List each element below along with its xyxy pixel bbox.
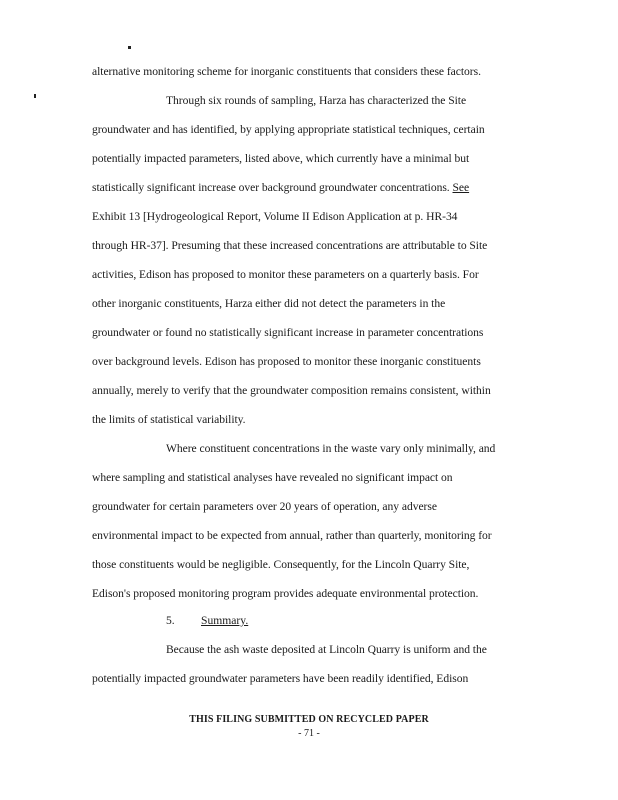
body-line: activities, Edison has proposed to monitor these parameters on a quarterly basis. For — [92, 268, 479, 281]
page-number: - 71 - — [298, 728, 320, 739]
body-line: alternative monitoring scheme for inorganic constituents that considers these factors. — [92, 65, 481, 78]
body-line: the limits of statistical variability. — [92, 413, 246, 426]
body-line: those constituents would be negligible. Consequently, for the Lincoln Quarry Site, — [92, 558, 470, 571]
section-title: Summary. — [201, 614, 249, 627]
body-line: Exhibit 13 [Hydrogeological Report, Volume II Edison Application at p. HR-34 — [92, 210, 458, 223]
body-line: Edison's proposed monitoring program provides adequate environmental protection. — [92, 587, 479, 600]
recycled-paper-notice: THIS FILING SUBMITTED ON RECYCLED PAPER — [189, 714, 429, 725]
body-line: where sampling and statistical analyses have revealed no significant impact on — [92, 471, 453, 484]
body-line: groundwater and has identified, by applying appropriate statistical techniques, certain — [92, 123, 485, 136]
citation-signal: See — [452, 181, 470, 194]
scan-speck — [128, 46, 131, 49]
paragraph-start-line: Where constituent concentrations in the waste vary only minimally, and — [166, 442, 496, 455]
body-line: groundwater for certain parameters over 20 years of operation, any adverse — [92, 500, 437, 513]
scan-speck — [34, 94, 36, 98]
body-line: groundwater or found no statistically significant increase in parameter concentrations — [92, 326, 484, 339]
body-line — [92, 181, 522, 195]
paragraph-start-line: Through six rounds of sampling, Harza has characterized the Site — [166, 94, 467, 107]
section-number: 5. — [166, 614, 175, 627]
body-line: potentially impacted groundwater parameters have been readily identified, Edison — [92, 672, 469, 685]
body-text: statistically significant increase over background groundwater concentrations. — [92, 181, 450, 194]
paragraph-start-line: Because the ash waste deposited at Lincoln Quarry is uniform and the — [166, 643, 487, 656]
body-line: annually, merely to verify that the groundwater composition remains consistent, within — [92, 384, 491, 397]
body-line: environmental impact to be expected from annual, rather than quarterly, monitoring for — [92, 529, 492, 542]
body-line: potentially impacted parameters, listed above, which currently have a minimal but — [92, 152, 470, 165]
body-line: over background levels. Edison has proposed to monitor these inorganic constituents — [92, 355, 481, 368]
body-line: through HR-37]. Presuming that these increased concentrations are attributable to Site — [92, 239, 488, 252]
body-line: other inorganic constituents, Harza either did not detect the parameters in the — [92, 297, 446, 310]
